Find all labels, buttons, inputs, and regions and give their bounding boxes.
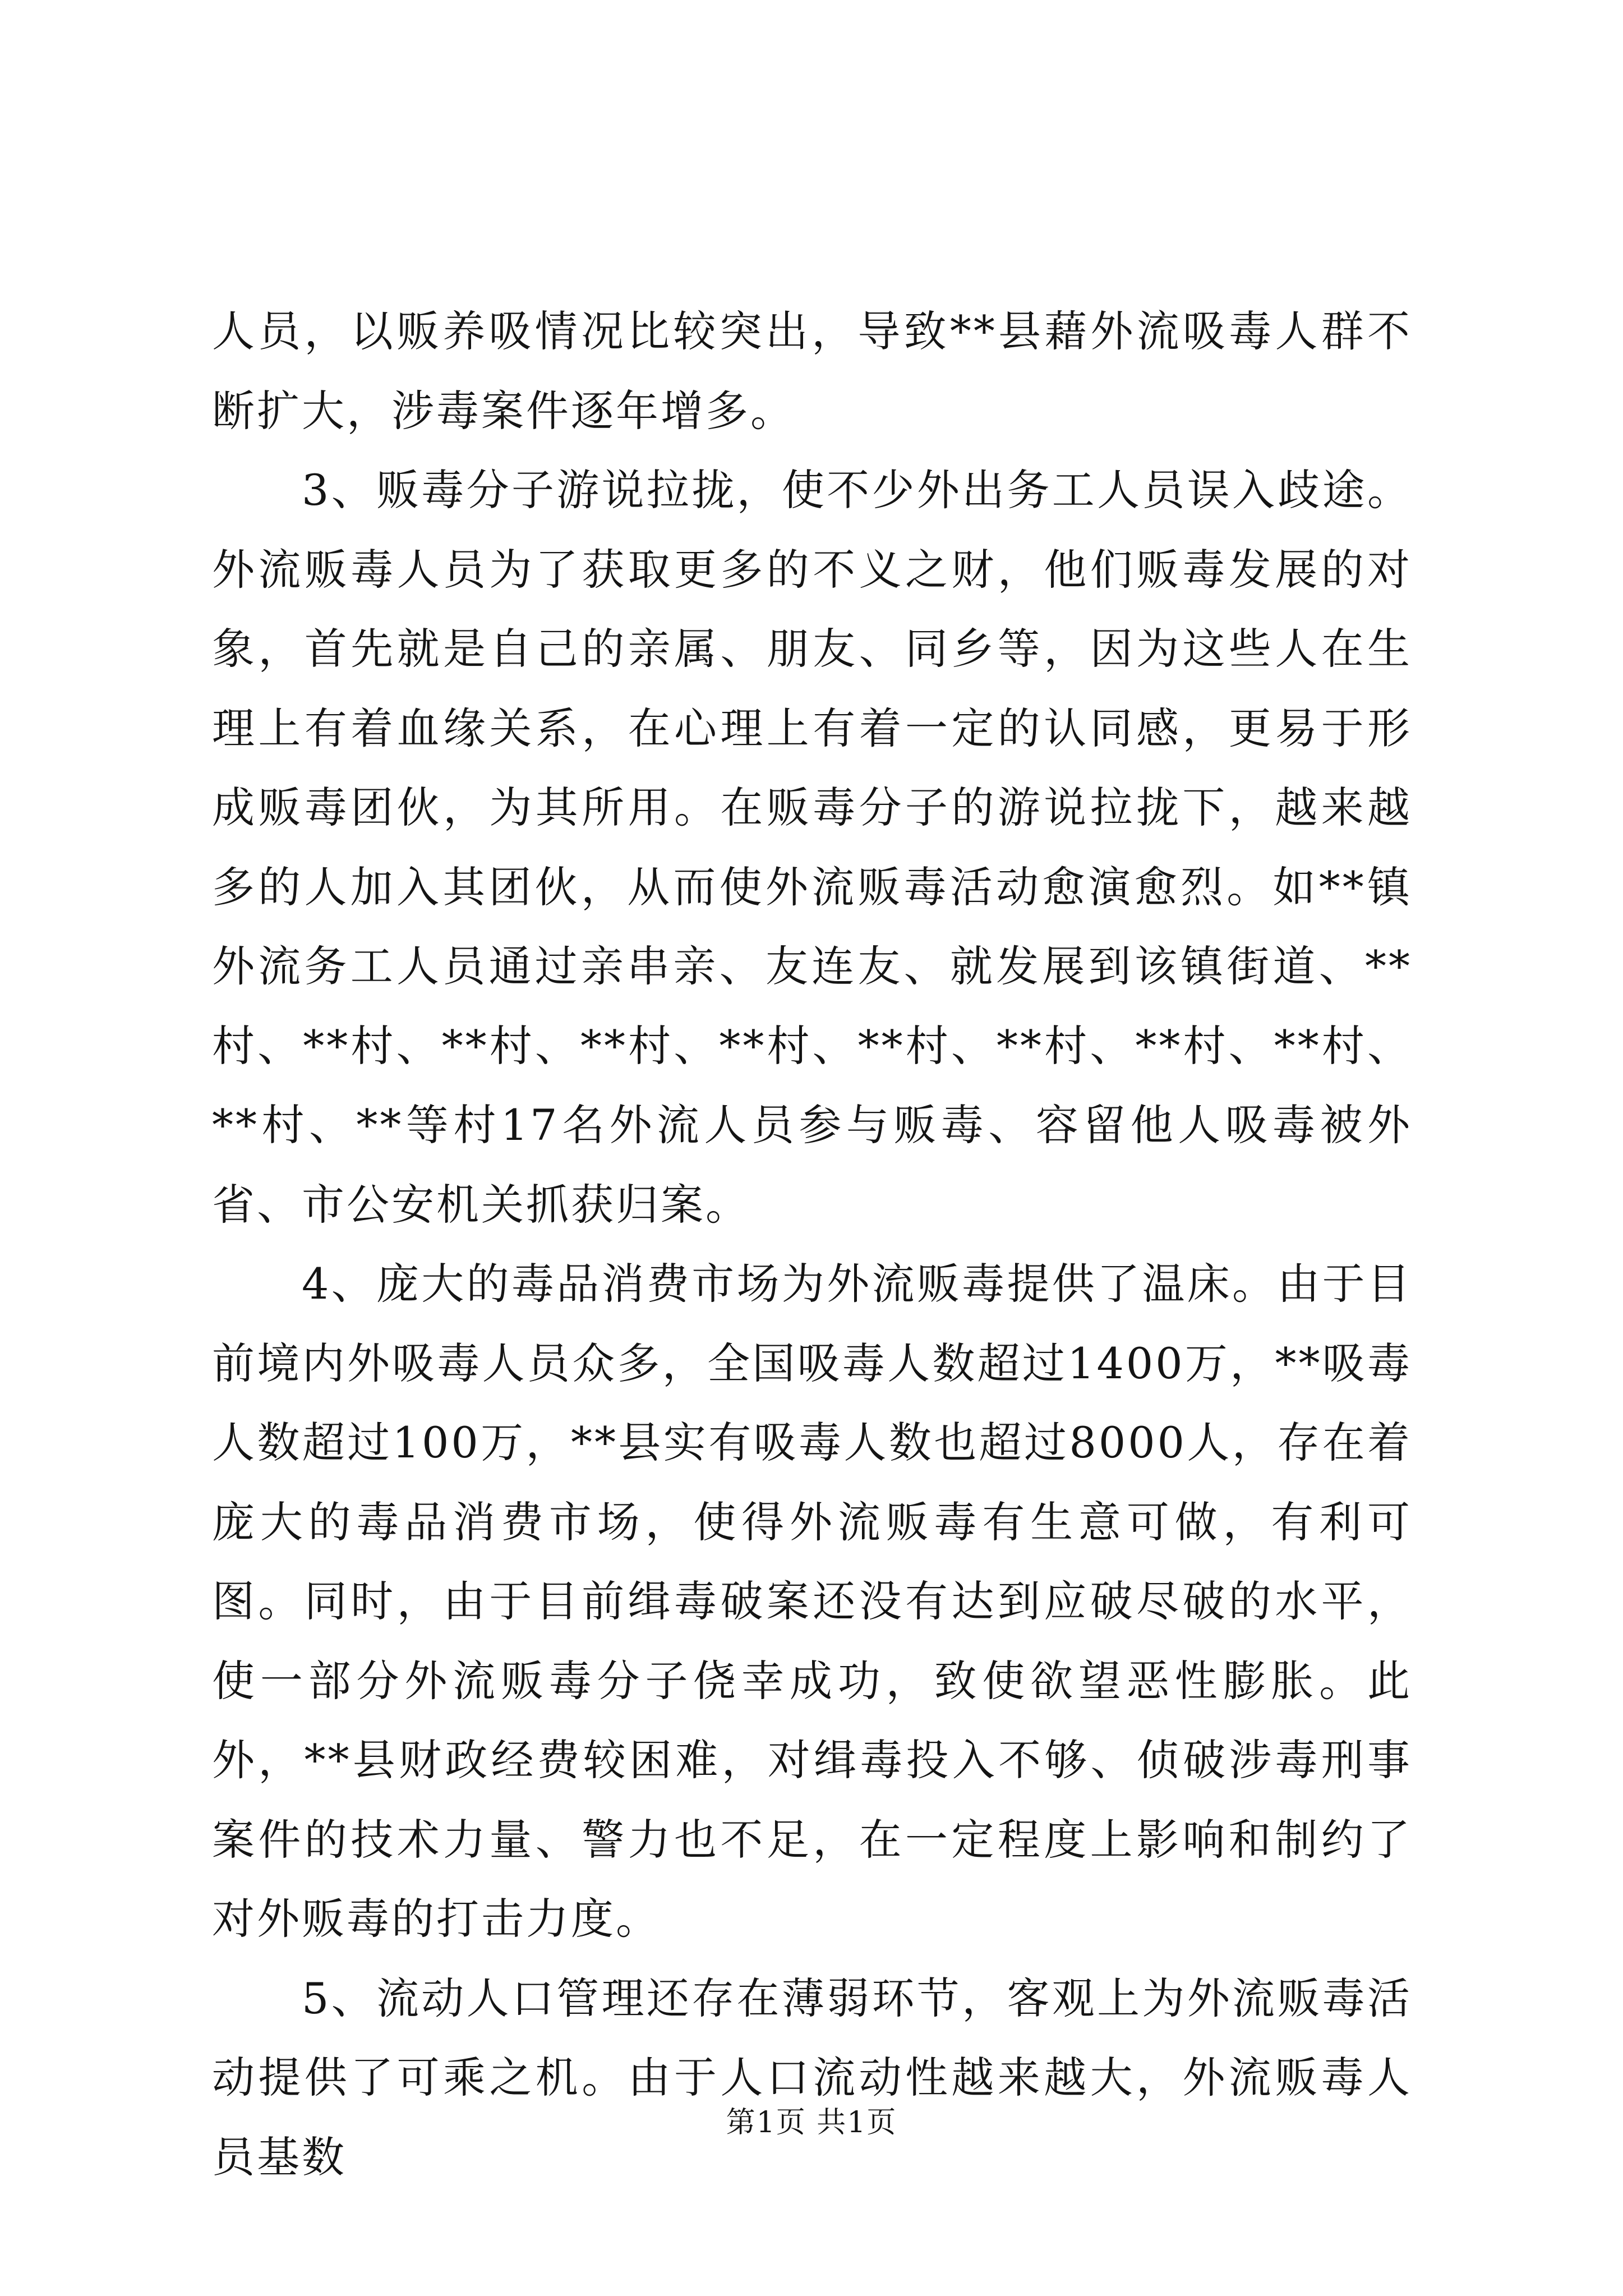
page-number-label: 第1页 共1页	[726, 2106, 897, 2139]
paragraph-item-4: 4、庞大的毒品消费市场为外流贩毒提供了温床。由于目前境内外吸毒人员众多，全国吸毒人数超过1400万，**吸毒人数超过100万，**县实有吸毒人数也超过8000人，存在着庞大的毒品消费市场，使得外流贩毒有生意可做，有利可图。同时，由于目前缉毒破案还没有达到应破尽破的水平，使一部分外流贩毒分子侥幸成功，致使欲望恶性膨胀。此外，**县财政经费较困难，对缉毒投入不够、侦破涉毒刑事案件的技术力量、警力也不足，在一定程度上影响和制约了对外贩毒的打击力度。	[212, 1259, 1412, 1944]
paragraph-item-5: 5、流动人口管理还存在薄弱环节，客观上为外流贩毒活动提供了可乘之机。由于人口流动性越来越大，外流贩毒人员基数	[212, 1973, 1412, 2182]
paragraph-item-3: 3、贩毒分子游说拉拢，使不少外出务工人员误入歧途。外流贩毒人员为了获取更多的不义之财，他们贩毒发展的对象，首先就是自己的亲属、朋友、同乡等，因为这些人在生理上有着血缘关系，在心理上有着一定的认同感，更易于形成贩毒团伙，为其所用。在贩毒分子的游说拉拢下，越来越多的人加入其团伙，从而使外流贩毒活动愈演愈烈。如**镇外流务工人员通过亲串亲、友连友、就发展到该镇街道、**村、**村、**村、**村、**村、**村、**村、**村、**村、**村、**等村17名外流人员参与贩毒、容留他人吸毒被外省、市公安机关抓获归案。	[212, 465, 1412, 1230]
paragraph-continued: 人员，以贩养吸情况比较突出，导致**县藉外流吸毒人群不断扩大，涉毒案件逐年增多。	[212, 306, 1412, 436]
document-body	[212, 292, 1412, 2197]
page-footer	[0, 2105, 1623, 2141]
